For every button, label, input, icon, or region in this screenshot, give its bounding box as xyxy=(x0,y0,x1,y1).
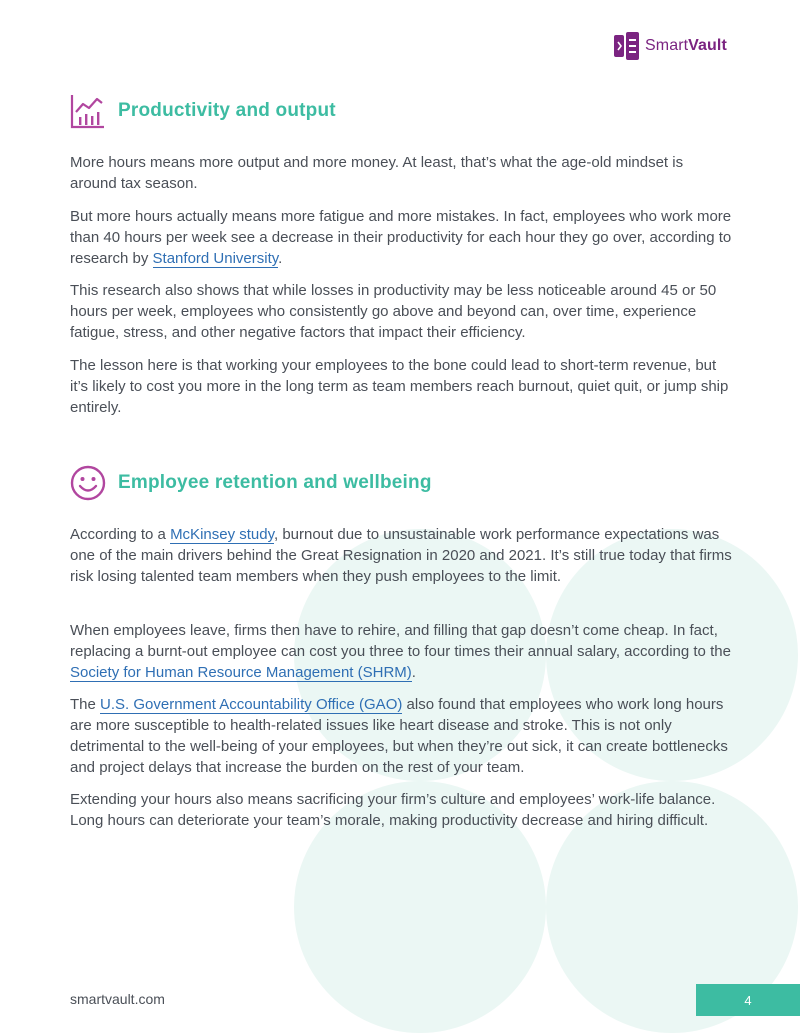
paragraph: According to a McKinsey study, burnout due to unsustainable work performance expectations was one of the main drivers behind the Great Resignation in 2020 and 2021. It’s still true today that firms risk losing talented team members when they push employees to the limit. xyxy=(70,526,732,585)
page-number-badge xyxy=(696,984,800,1016)
paragraph: But more hours actually means more fatigue and more mistakes. In fact, employees who work more than 40 hours per week see a decrease in their productivity for each hour they go over, according to research by Stanford University. xyxy=(70,208,732,267)
shrm-link[interactable]: Society for Human Resource Management (SHRM) xyxy=(70,664,412,681)
paragraph: The lesson here is that working your employees to the bone could lead to short-term revenue, but it’s likely to cost you more in the long term as team members reach burnout, quiet quit, or jump ship entirely. xyxy=(70,357,729,416)
section-title: Employee retention and wellbeing xyxy=(118,472,432,493)
paragraph: This research also shows that while losses in productivity may be less noticeable around 45 or 50 hours per week, employees who consistently go above and beyond can, over time, experience fatigue, stress, and other negative factors that impact their efficiency. xyxy=(70,282,717,341)
smartvault-logo xyxy=(614,31,727,61)
section-heading-productivity xyxy=(70,93,336,129)
gao-link[interactable]: U.S. Government Accountability Office (GAO) xyxy=(100,696,403,713)
paragraph: When employees leave, firms then have to rehire, and filling that gap doesn’t come cheap. In fact, replacing a burnt-out employee can cost you three to four times their annual salary, according to the Society for Human Resource Management (SHRM). xyxy=(70,622,731,681)
smiley-face-icon xyxy=(70,465,106,501)
footer-website-url: smartvault.com xyxy=(70,991,165,1007)
section-title: Productivity and output xyxy=(118,100,336,121)
paragraph: Extending your hours also means sacrificing your firm’s culture and employees’ work-life balance. Long hours can deteriorate your team’s morale, making productivity decrease and hiring difficult. xyxy=(70,791,716,829)
section-heading-retention xyxy=(70,465,432,501)
stanford-university-link[interactable]: Stanford University xyxy=(152,250,279,267)
bar-chart-icon xyxy=(70,93,106,129)
paragraph: The U.S. Government Accountability Office (GAO) also found that employees who work long hours are more susceptible to health-related issues like heart disease and stroke. This is not only detrimental to the well-being of your employees, but when they’re out sick, it can create bottlenecks and project delays that increase the burden on the rest of your team. xyxy=(70,696,728,776)
smartvault-logo-icon xyxy=(614,31,640,61)
page-number: 4 xyxy=(744,992,752,1008)
logo-wordmark: SmartVault xyxy=(645,37,727,54)
paragraph: More hours means more output and more money. At least, that’s what the age-old mindset is around tax season. xyxy=(70,154,684,192)
mckinsey-study-link[interactable]: McKinsey study xyxy=(170,526,274,543)
